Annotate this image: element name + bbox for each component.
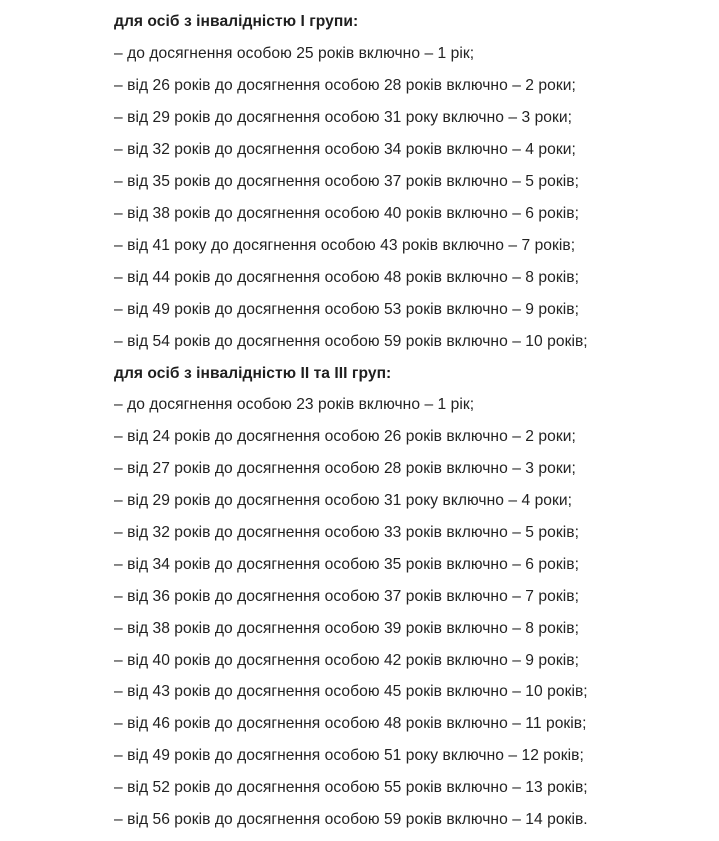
- list-item: – від 32 років до досягнення особою 33 років включно – 5 років;: [114, 524, 579, 541]
- list-item: – від 44 років до досягнення особою 48 років включно – 8 років;: [114, 269, 579, 286]
- list-item: – від 29 років до досягнення особою 31 року включно – 3 роки;: [114, 109, 573, 126]
- list-item: – від 36 років до досягнення особою 37 років включно – 7 років;: [114, 588, 579, 605]
- list-item: – від 27 років до досягнення особою 28 років включно – 3 роки;: [114, 460, 576, 477]
- list-item: – до досягнення особою 25 років включно – 1 рік;: [114, 45, 475, 62]
- list-item: – від 41 року до досягнення особою 43 років включно – 7 років;: [114, 237, 576, 254]
- list-item: – від 52 років до досягнення особою 55 років включно – 13 років;: [114, 779, 588, 796]
- list-item: – від 32 років до досягнення особою 34 років включно – 4 роки;: [114, 141, 576, 158]
- list-item: – від 54 років до досягнення особою 59 років включно – 10 років;: [114, 333, 588, 350]
- section-heading-group-1: для осіб з інвалідністю І групи:: [114, 13, 359, 30]
- list-item: – до досягнення особою 23 років включно – 1 рік;: [114, 396, 475, 413]
- list-item: – від 46 років до досягнення особою 48 років включно – 11 років;: [114, 715, 587, 732]
- list-item: – від 35 років до досягнення особою 37 років включно – 5 років;: [114, 173, 579, 190]
- list-item: – від 43 років до досягнення особою 45 років включно – 10 років;: [114, 683, 588, 700]
- list-item: – від 24 років до досягнення особою 26 років включно – 2 роки;: [114, 428, 576, 445]
- list-item: – від 49 років до досягнення особою 53 років включно – 9 років;: [114, 301, 579, 318]
- list-item: – від 29 років до досягнення особою 31 року включно – 4 роки;: [114, 492, 573, 509]
- section-heading-group-2-3: для осіб з інвалідністю ІІ та ІІІ груп:: [114, 365, 392, 382]
- list-item: – від 38 років до досягнення особою 39 років включно – 8 років;: [114, 620, 579, 637]
- list-item: – від 56 років до досягнення особою 59 років включно – 14 років.: [114, 811, 588, 828]
- list-item: – від 26 років до досягнення особою 28 років включно – 2 роки;: [114, 77, 576, 94]
- list-item: – від 34 років до досягнення особою 35 років включно – 6 років;: [114, 556, 579, 573]
- list-item: – від 40 років до досягнення особою 42 років включно – 9 років;: [114, 652, 579, 669]
- list-item: – від 49 років до досягнення особою 51 року включно – 12 років;: [114, 747, 584, 764]
- list-item: – від 38 років до досягнення особою 40 років включно – 6 років;: [114, 205, 579, 222]
